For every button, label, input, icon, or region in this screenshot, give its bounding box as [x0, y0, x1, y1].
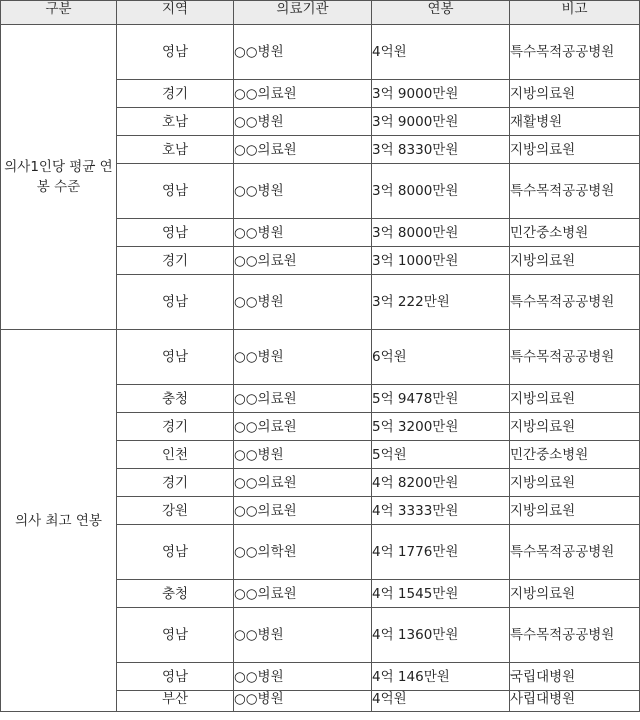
region-cell: 부산 — [117, 691, 234, 712]
institution-cell: ○○병원 — [234, 663, 372, 691]
salary-cell: 5억원 — [372, 441, 510, 469]
header-note: 비고 — [510, 1, 640, 25]
institution-cell: ○○의료원 — [234, 80, 372, 108]
group-label-highest: 의사 최고 연봉 — [1, 330, 117, 712]
institution-cell: ○○병원 — [234, 108, 372, 136]
institution-cell: ○○의료원 — [234, 413, 372, 441]
salary-cell: 5억 3200만원 — [372, 413, 510, 441]
institution-cell: ○○병원 — [234, 691, 372, 712]
note-cell: 특수목적공공병원 — [510, 164, 640, 219]
note-cell: 특수목적공공병원 — [510, 275, 640, 330]
salary-cell: 4억 1545만원 — [372, 580, 510, 608]
note-cell: 사립대병원 — [510, 691, 640, 712]
salary-cell: 3억 222만원 — [372, 275, 510, 330]
salary-cell: 3억 8330만원 — [372, 136, 510, 164]
note-cell: 지방의료원 — [510, 469, 640, 497]
note-cell: 지방의료원 — [510, 136, 640, 164]
institution-cell: ○○병원 — [234, 441, 372, 469]
group-label-average: 의사1인당 평균 연봉 수준 — [1, 25, 117, 330]
note-cell: 특수목적공공병원 — [510, 330, 640, 385]
salary-cell: 4억원 — [372, 691, 510, 712]
note-cell: 특수목적공공병원 — [510, 608, 640, 663]
salary-cell: 3억 1000만원 — [372, 247, 510, 275]
note-cell: 지방의료원 — [510, 80, 640, 108]
institution-cell: ○○의료원 — [234, 136, 372, 164]
note-cell: 지방의료원 — [510, 580, 640, 608]
region-cell: 충청 — [117, 385, 234, 413]
note-cell: 민간중소병원 — [510, 441, 640, 469]
salary-cell: 3억 8000만원 — [372, 219, 510, 247]
region-cell: 영남 — [117, 25, 234, 80]
region-cell: 영남 — [117, 219, 234, 247]
note-cell: 지방의료원 — [510, 247, 640, 275]
salary-cell: 4억 3333만원 — [372, 497, 510, 525]
salary-cell: 4억 8200만원 — [372, 469, 510, 497]
region-cell: 영남 — [117, 663, 234, 691]
region-cell: 경기 — [117, 469, 234, 497]
note-cell: 민간중소병원 — [510, 219, 640, 247]
salary-cell: 3억 9000만원 — [372, 108, 510, 136]
region-cell: 충청 — [117, 580, 234, 608]
region-cell: 인천 — [117, 441, 234, 469]
header-category: 구분 — [1, 1, 117, 25]
table-row — [1, 25, 640, 80]
salary-cell: 4억원 — [372, 25, 510, 80]
institution-cell: ○○의료원 — [234, 247, 372, 275]
region-cell: 영남 — [117, 164, 234, 219]
region-cell: 경기 — [117, 413, 234, 441]
header-row — [1, 1, 640, 25]
region-cell: 경기 — [117, 80, 234, 108]
salary-cell: 4억 1360만원 — [372, 608, 510, 663]
salary-cell: 4억 1776만원 — [372, 525, 510, 580]
region-cell: 호남 — [117, 108, 234, 136]
salary-cell: 3억 9000만원 — [372, 80, 510, 108]
region-cell: 영남 — [117, 330, 234, 385]
note-cell: 지방의료원 — [510, 497, 640, 525]
note-cell: 국립대병원 — [510, 663, 640, 691]
region-cell: 경기 — [117, 247, 234, 275]
institution-cell: ○○병원 — [234, 219, 372, 247]
salary-cell: 4억 146만원 — [372, 663, 510, 691]
institution-cell: ○○의료원 — [234, 385, 372, 413]
institution-cell: ○○병원 — [234, 164, 372, 219]
region-cell: 호남 — [117, 136, 234, 164]
region-cell: 영남 — [117, 275, 234, 330]
salary-cell: 5억 9478만원 — [372, 385, 510, 413]
region-cell: 영남 — [117, 608, 234, 663]
salary-cell: 6억원 — [372, 330, 510, 385]
salary-cell: 3억 8000만원 — [372, 164, 510, 219]
table-row — [1, 330, 640, 385]
institution-cell: ○○의료원 — [234, 469, 372, 497]
header-institution: 의료기관 — [234, 1, 372, 25]
region-cell: 강원 — [117, 497, 234, 525]
institution-cell: ○○병원 — [234, 275, 372, 330]
note-cell: 지방의료원 — [510, 413, 640, 441]
region-cell: 영남 — [117, 525, 234, 580]
institution-cell: ○○병원 — [234, 25, 372, 80]
institution-cell: ○○의학원 — [234, 525, 372, 580]
note-cell: 특수목적공공병원 — [510, 525, 640, 580]
institution-cell: ○○의료원 — [234, 580, 372, 608]
header-salary: 연봉 — [372, 1, 510, 25]
header-region: 지역 — [117, 1, 234, 25]
note-cell: 재활병원 — [510, 108, 640, 136]
institution-cell: ○○병원 — [234, 330, 372, 385]
institution-cell: ○○병원 — [234, 608, 372, 663]
institution-cell: ○○의료원 — [234, 497, 372, 525]
note-cell: 특수목적공공병원 — [510, 25, 640, 80]
note-cell: 지방의료원 — [510, 385, 640, 413]
